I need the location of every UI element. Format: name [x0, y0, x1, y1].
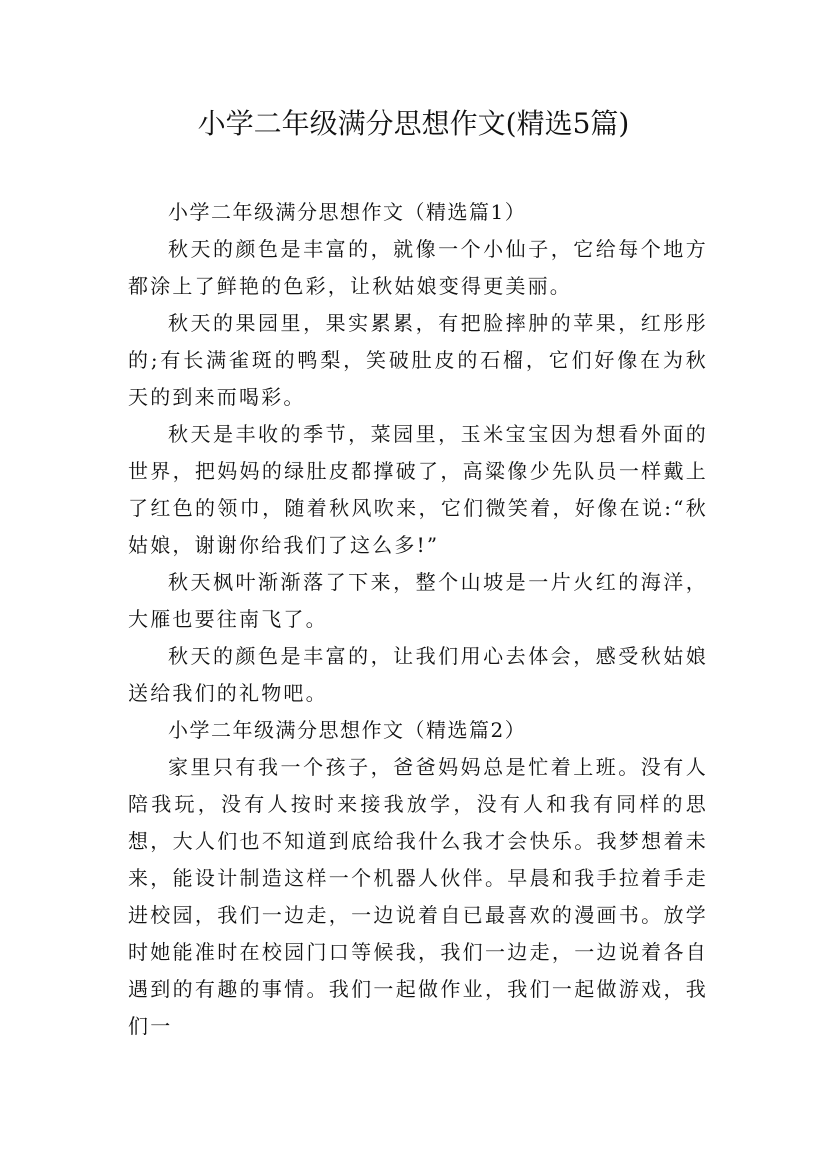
- paragraph: 家里只有我一个孩子，爸爸妈妈总是忙着上班。没有人陪我玩，没有人按时来接我放学，没有人和我有同样的思想，大人们也不知道到底给我什么我才会快乐。我梦想着未来，能设计制造这样一个机器人伙伴。早晨和我手拉着手走进校园，我们一边走，一边说着自已最喜欢的漫画书。放学时她能准时在校园门口等候我，我们一边走，一边说着各自遇到的有趣的事情。我们一起做作业，我们一起做游戏，我们一: [128, 755, 708, 1038]
- paragraph: 秋天的颜色是丰富的，让我们用心去体会，感受秋姑娘送给我们的礼物吧。: [128, 644, 708, 705]
- section-heading-1: 小学二年级满分思想作文（精选篇1）: [168, 200, 527, 224]
- paragraph: 秋天的颜色是丰富的，就像一个小仙子，它给每个地方都涂上了鲜艳的色彩，让秋姑娘变得更美丽。: [128, 237, 708, 298]
- paragraph: 秋天是丰收的季节，菜园里，玉米宝宝因为想看外面的世界，把妈妈的绿肚皮都撑破了，高粱像少先队员一样戴上了红色的领巾，随着秋风吹来，它们微笑着，好像在说:“秋姑娘，谢谢你给我们了这么多!”: [128, 422, 708, 557]
- document-title: 小学二年级满分思想作文(精选5篇): [197, 107, 630, 140]
- section-heading-2: 小学二年级满分思想作文（精选篇2）: [168, 718, 527, 742]
- paragraph: 秋天枫叶渐渐落了下来，整个山坡是一片火红的海洋，大雁也要往南飞了。: [128, 570, 708, 631]
- document-body: [128, 194, 708, 1045]
- paragraph: 秋天的果园里，果实累累，有把脸摔肿的苹果，红彤彤的;有长满雀斑的鸭梨，笑破肚皮的石榴，它们好像在为秋天的到来而喝彩。: [128, 311, 708, 409]
